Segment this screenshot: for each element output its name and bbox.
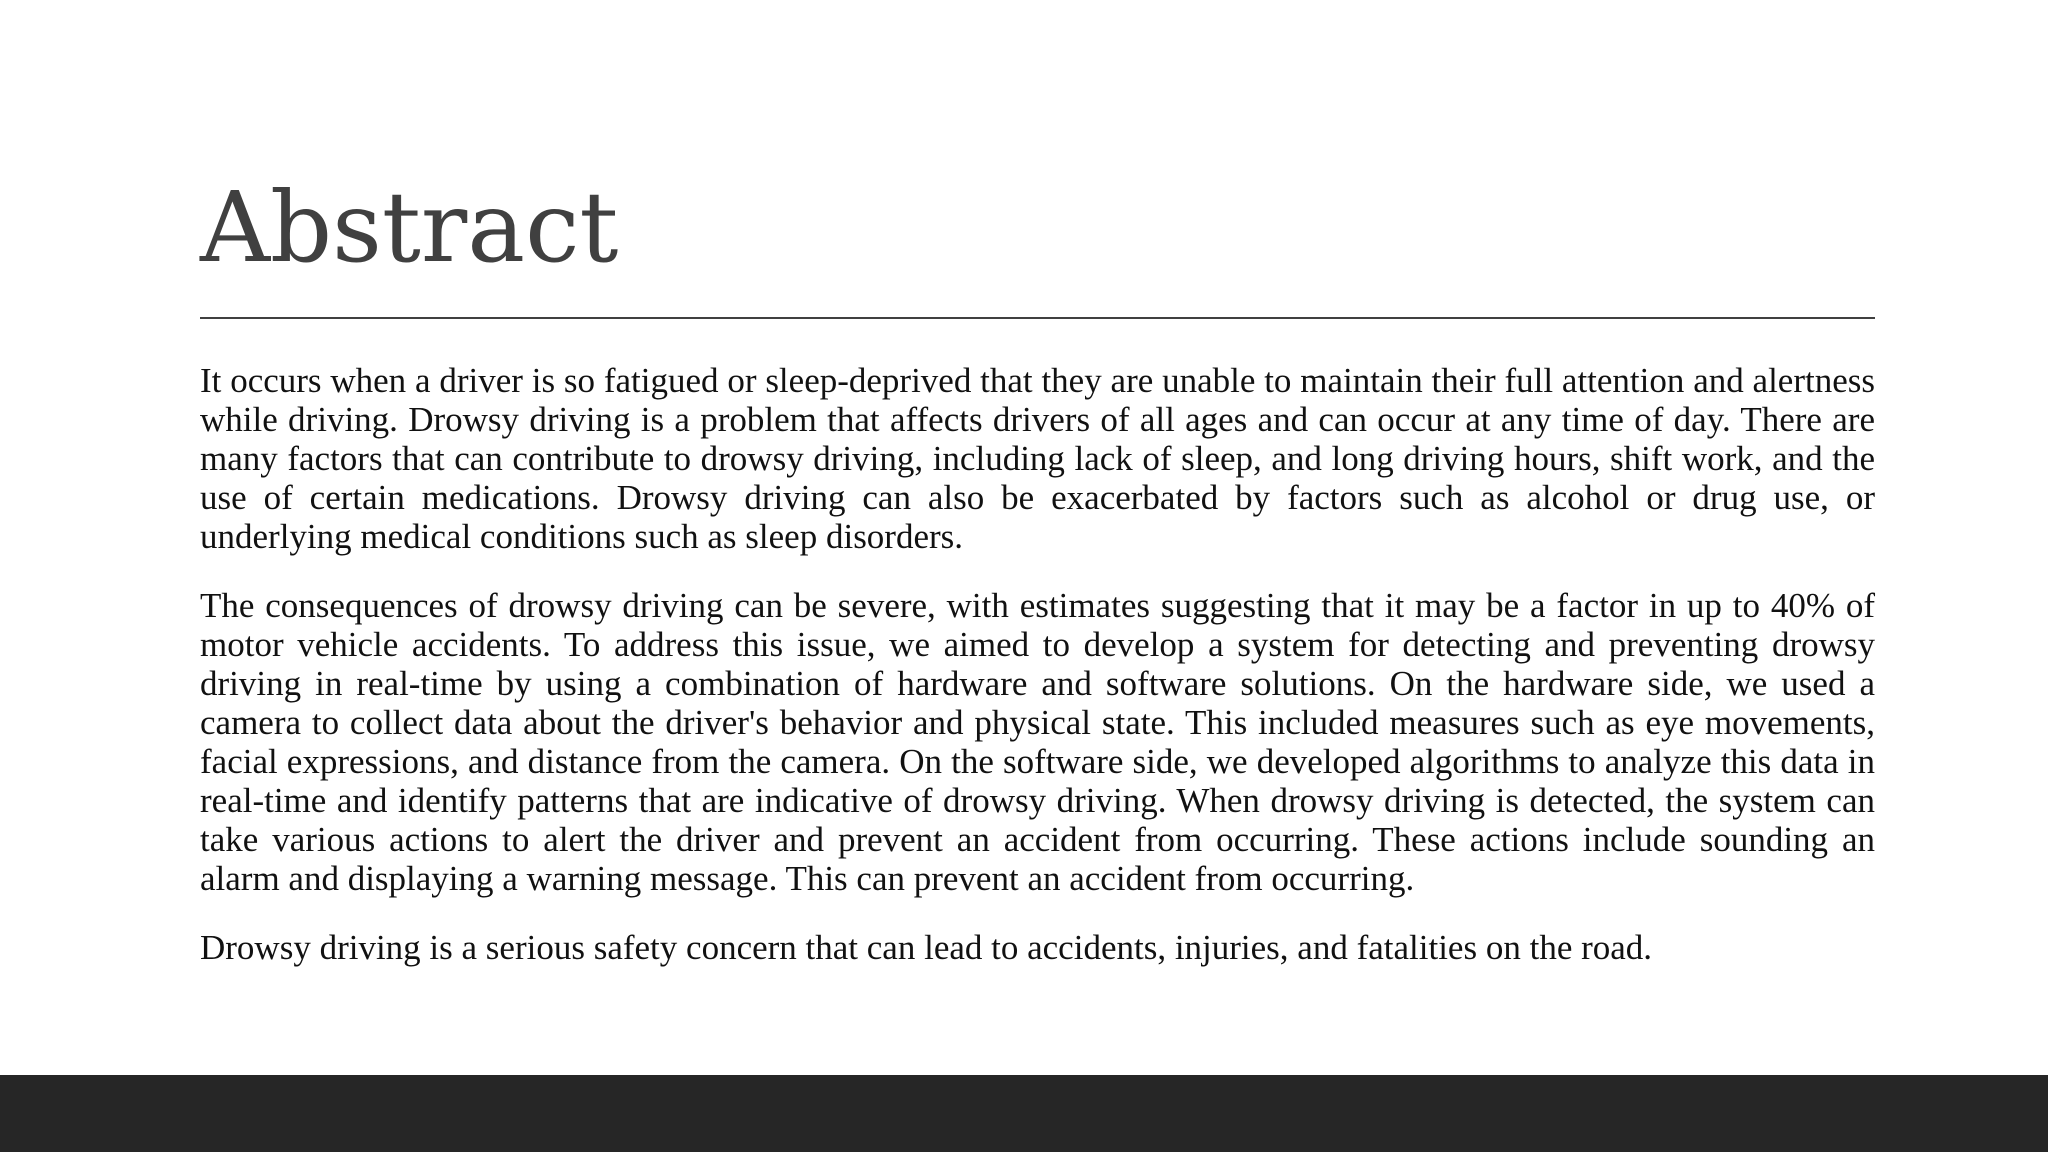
body-paragraph-1: It occurs when a driver is so fatigued or sleep-deprived that they are unable to maintain their full attention and alertness while driving. Drowsy driving is a problem that affects drivers of all ages and can occur at any time of day. There are many factors that can contribute to drowsy driving, including lack of sleep, and long driving hours, shift work, and the use of certain medications. Drowsy driving can also be exacerbated by factors such as alcohol or drug use, or underlying medical conditions such as sleep disorders. bbox=[200, 361, 1875, 556]
body-paragraph-2: The consequences of drowsy driving can be severe, with estimates suggesting that it may be a factor in up to 40% of motor vehicle accidents. To address this issue, we aimed to develop a system for detecting and preventing drowsy driving in real-time by using a combination of hardware and software solutions. On the hardware side, we used a camera to collect data about the driver's behavior and physical state. This included measures such as eye movements, facial expressions, and distance from the camera. On the software side, we developed algorithms to analyze this data in real-time and identify patterns that are indicative of drowsy driving. When drowsy driving is detected, the system can take various actions to alert the driver and prevent an accident from occurring. These actions include sounding an alarm and displaying a warning message. This can prevent an accident from occurring. bbox=[200, 586, 1875, 898]
title-divider bbox=[200, 317, 1875, 319]
footer-bar bbox=[0, 1075, 2048, 1152]
slide-body bbox=[200, 361, 1875, 997]
slide-title: Abstract bbox=[200, 171, 619, 284]
body-paragraph-3: Drowsy driving is a serious safety concern that can lead to accidents, injuries, and fatalities on the road. bbox=[200, 928, 1653, 967]
